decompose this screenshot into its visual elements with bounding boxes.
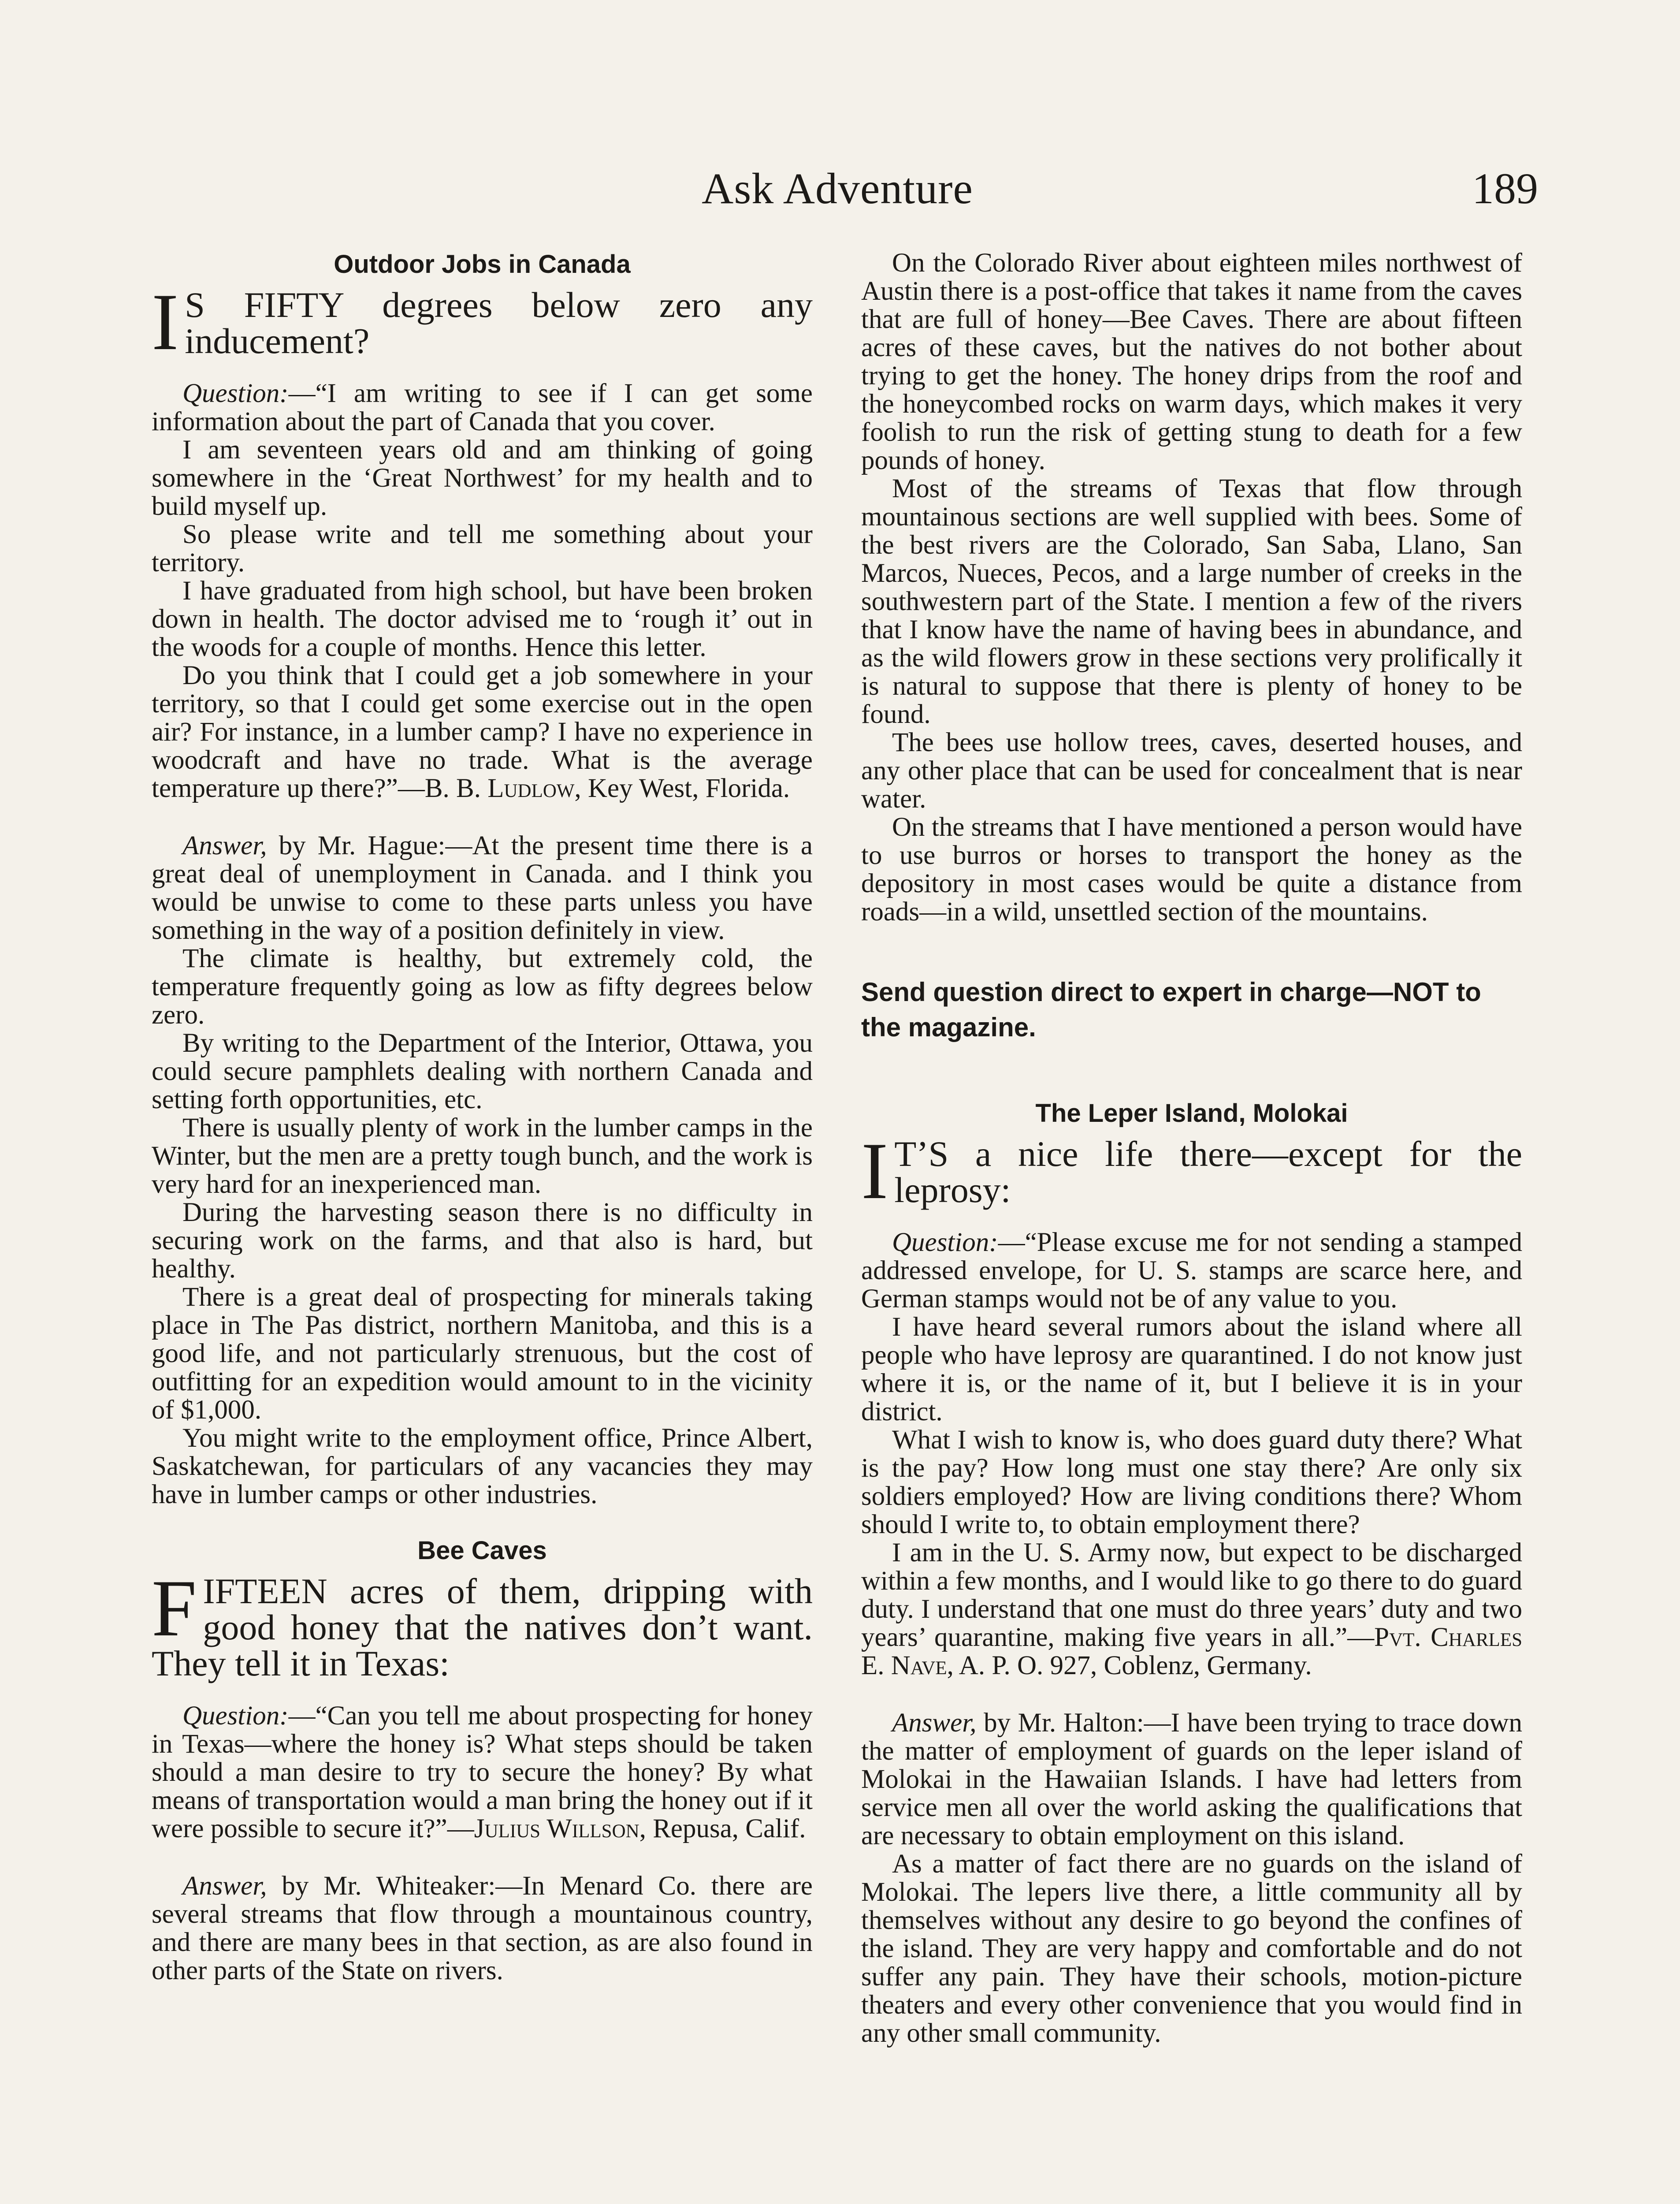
section-intro — [152, 277, 813, 367]
answer-label: Answer, — [182, 831, 267, 860]
question-paragraph: Question:—“Please excuse me for not sending a stamped addressed envelope, for U. S. stamps are scarce here, and German stamps would not be of any value to you. — [861, 1228, 1522, 1314]
answer-paragraph: Answer, by Mr. Hague:—At the present time there is a great deal of unemployment in Canada. and I think you would be unwise to come to these parts unless you have something in the way of a position definitely in view. — [152, 831, 813, 945]
answer-label: Answer, — [892, 1708, 977, 1738]
question-label: Question: — [182, 1701, 289, 1731]
answer-paragraph: Most of the streams of Texas that flow through mountainous sections are well supplied with bees. Some of the best rivers are the Colorado, San Saba, Llano, San Marcos, Nueces, Pecos, and a large number of creeks in the southwestern part of the State. I mention a few of the rivers that I know have the name of having bees in abundance, and as the wild flowers grow in these sections very prolifically it is natural to suppose that there is plenty of honey to be found. — [861, 474, 1522, 729]
intro-text: S FIFTY degrees below zero any inducement? — [185, 285, 813, 361]
drop-cap: F — [152, 1563, 197, 1653]
question-paragraph: What I wish to know is, who does guard duty there? What is the pay? How long must one stay there? Are only six soldiers employed? How are living conditions there? Whom should I write to, to obtain employment there? — [861, 1425, 1522, 1539]
answer-paragraph: You might write to the employment office, Prince Albert, Saskatchewan, for particulars of any vacancies they may have in lumber camps or other industries. — [152, 1423, 813, 1509]
answer-label: Answer, — [182, 1871, 267, 1901]
correspondent-name: Pvt. Charles E. Nave — [861, 1623, 1523, 1680]
question-paragraph: So please write and tell me something about your territory. — [152, 520, 813, 577]
answer-paragraph: The climate is healthy, but extremely cold, the temperature frequently going as low as fifty degrees below zero. — [152, 944, 813, 1030]
answer-paragraph: The bees use hollow trees, caves, deserted houses, and any other place that can be used for concealment that is near water. — [861, 728, 1522, 814]
answer-paragraph: There is usually plenty of work in the lumber camps in the Winter, but the men are a pretty tough bunch, and the work is very hard for an inexperienced man. — [152, 1113, 813, 1199]
answer-paragraph: By writing to the Department of the Interior, Ottawa, you could secure pamphlets dealing with northern Canada and setting forth opportunities, etc. — [152, 1028, 813, 1114]
correspondent-name: Julius Willson — [474, 1814, 639, 1843]
answer-paragraph: Answer, by Mr. Whiteaker:—In Menard Co. there are several streams that flow through a mountainous country, and there are many bees in that section, as are also found in other parts of the State on rivers. — [152, 1871, 813, 1985]
running-head: Ask Adventure — [702, 164, 973, 213]
intro-text: IFTEEN acres of them, dripping with good honey that the natives don’t want. They tell it in Texas: — [152, 1571, 813, 1683]
question-paragraph: Question:—“I am writing to see if I can get some information about the part of Canada that you cover. — [152, 379, 813, 436]
answer-paragraph: On the streams that I have mentioned a person would have to use burros or horses to transport the honey as the depository in most cases would be quite a distance from roads—in a wild, unsettled section of the mountains. — [861, 812, 1522, 927]
left-column — [152, 249, 813, 1985]
question-label: Question: — [892, 1228, 998, 1257]
question-paragraph: I am in the U. S. Army now, but expect to be discharged within a few months, and I would like to go there to do guard duty. I understand that one must do three years’ duty and two years’ quarantine, making five years in all.”—Pvt. Charles E. Nave, A. P. O. 927, Coblenz, Germany. — [861, 1538, 1523, 1680]
right-column — [861, 249, 1522, 2048]
question-paragraph: Do you think that I could get a job somewhere in your territory, so that I could get some exercise out in the open air? For instance, in a lumber camp? I have no experience in woodcraft and have no trade. What is the average temperature up there?”—B. B. Ludlow, Key West, Florida. — [152, 661, 813, 803]
drop-cap: I — [861, 1126, 888, 1216]
section-title-bee-caves: Bee Caves — [417, 1536, 547, 1565]
answer-paragraph: During the harvesting season there is no difficulty in securing work on the farms, and that also is hard, but healthy. — [152, 1198, 813, 1284]
question-paragraph: Question:—“Can you tell me about prospecting for honey in Texas—where the honey is? What steps should be taken should a man desire to try to secure the honey? By what means of transportation would a man bring the honey out if it were possible to secure it?”—Julius Willson, Repusa, Calif. — [152, 1701, 813, 1843]
answer-paragraph: Answer, by Mr. Halton:—I have been trying to trace down the matter of employment of guards on the leper island of Molokai in the Hawaiian Islands. I have had letters from service men all over the world asking the qualifications that are necessary to obtain employment on this island. — [861, 1708, 1522, 1850]
question-label: Question: — [182, 379, 289, 408]
section-title-leper-island: The Leper Island, Molokai — [1035, 1099, 1348, 1128]
drop-cap: I — [152, 277, 179, 367]
editorial-callout: Send question direct to expert in charge—NOT to the magazine. — [861, 977, 1481, 1042]
section-intro — [152, 1563, 813, 1683]
section-intro — [861, 1126, 1522, 1216]
question-paragraph: I am seventeen years old and am thinking of going somewhere in the ‘Great Northwest’ for my health and to build myself up. — [152, 435, 813, 521]
answer-paragraph: There is a great deal of prospecting for minerals taking place in The Pas district, northern Manitoba, and this is a good life, and not particularly strenuous, but the cost of outfitting for an expedition would amount to in the vicinity of $1,000. — [152, 1282, 813, 1425]
question-paragraph: I have heard several rumors about the island where all people who have leprosy are quarantined. I do not know just where it is, or the name of it, but I believe it is in your district. — [861, 1312, 1522, 1426]
intro-text: T’S a nice life there—except for the leprosy: — [894, 1134, 1522, 1210]
section-title-outdoor-jobs: Outdoor Jobs in Canada — [334, 250, 631, 279]
question-paragraph: I have graduated from high school, but have been broken down in health. The doctor advised me to ‘rough it’ out in the woods for a couple of months. Hence this letter. — [152, 576, 813, 662]
page-number: 189 — [1472, 164, 1538, 213]
correspondent-name: Ludlow — [487, 774, 575, 803]
answer-paragraph: As a matter of fact there are no guards on the island of Molokai. The lepers live there, a little community all by themselves without any desire to go beyond the confines of the island. They are very happy and comfortable and do not suffer any pain. They have their schools, motion-picture theaters and every other convenience that you would find in any other small community. — [861, 1849, 1522, 2048]
answer-paragraph: On the Colorado River about eighteen miles northwest of Austin there is a post-office that takes it name from the caves that are full of honey—Bee Caves. There are about fifteen acres of these caves, but the natives do not bother about trying to get the honey. The honey drips from the roof and the honeycombed rocks on warm days, which makes it very foolish to run the risk of getting stung to death for a few pounds of honey. — [861, 248, 1522, 475]
